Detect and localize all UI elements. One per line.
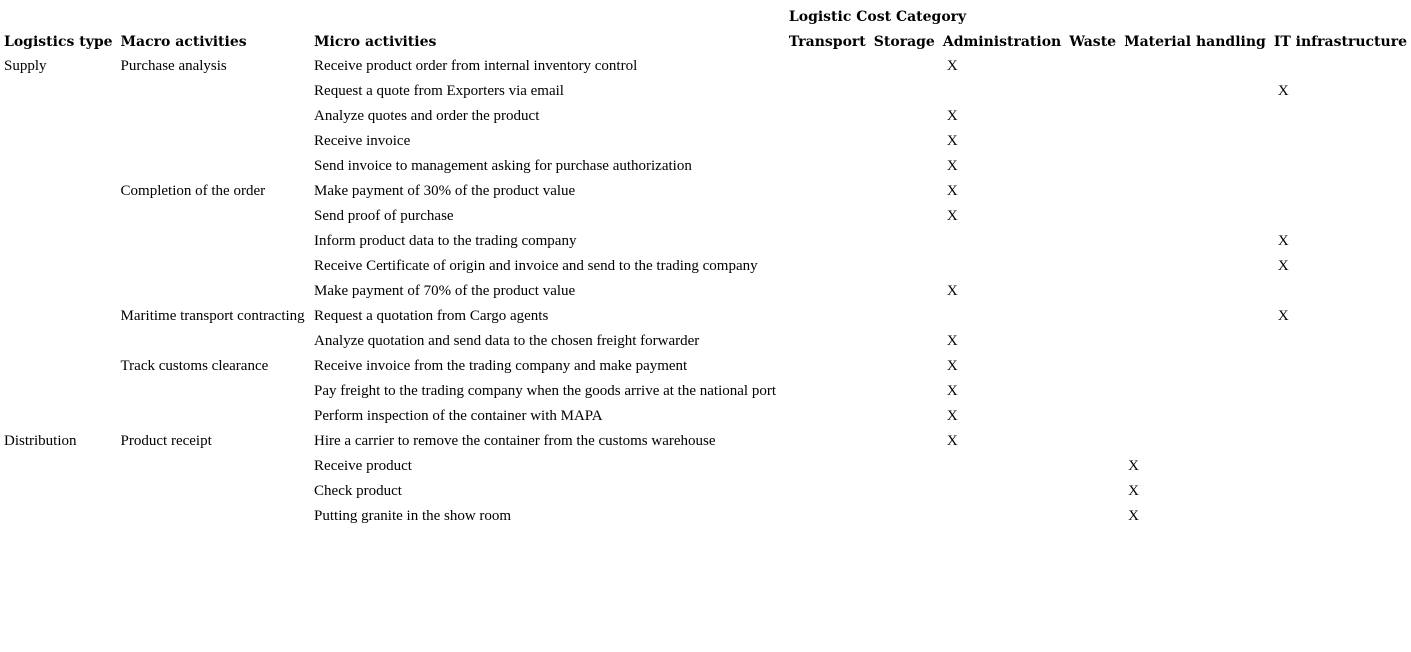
macro-activity-cell: Purchase analysis	[120, 58, 227, 74]
administration-mark-cell	[939, 454, 1065, 479]
macro-activity-cell	[117, 479, 310, 504]
micro-activity-cell: Perform inspection of the container with MAPA	[314, 408, 603, 424]
material-handling-mark-cell	[1120, 204, 1270, 229]
administration-mark-cell: X	[946, 58, 958, 74]
material-handling-mark-cell	[1120, 154, 1270, 179]
it-infrastructure-mark-cell	[1270, 129, 1411, 154]
material-handling-mark-cell	[1120, 304, 1270, 329]
waste-mark-cell	[1065, 429, 1120, 454]
micro-activity-cell: Make payment of 30% of the product value	[314, 183, 576, 199]
logistics-type-cell	[0, 229, 117, 254]
table-row	[0, 304, 1411, 329]
header-column-row	[0, 29, 1411, 54]
storage-mark-cell	[870, 429, 939, 454]
micro-activity-cell: Putting granite in the show room	[314, 508, 512, 524]
table-row	[0, 454, 1411, 479]
it-infrastructure-mark-cell	[1270, 204, 1411, 229]
it-infrastructure-mark-cell	[1270, 379, 1411, 404]
micro-activity-cell: Analyze quotes and order the product	[314, 108, 540, 124]
material-handling-mark-cell	[1120, 279, 1270, 304]
waste-mark-cell	[1065, 154, 1120, 179]
macro-activity-cell	[117, 279, 310, 304]
transport-mark-cell	[785, 104, 870, 129]
it-infrastructure-mark-cell	[1270, 154, 1411, 179]
administration-mark-cell	[939, 304, 1065, 329]
waste-mark-cell	[1065, 254, 1120, 279]
macro-activity-cell: Maritime transport contracting	[120, 308, 305, 324]
table-row	[0, 129, 1411, 154]
administration-mark-cell: X	[946, 133, 958, 149]
micro-activity-cell: Inform product data to the trading company	[314, 233, 577, 249]
transport-mark-cell	[785, 329, 870, 354]
storage-mark-cell	[870, 129, 939, 154]
storage-mark-cell	[870, 179, 939, 204]
macro-activity-cell	[117, 379, 310, 404]
waste-mark-cell	[1065, 404, 1120, 429]
header-spacer	[310, 4, 785, 29]
table-row	[0, 204, 1411, 229]
administration-mark-cell: X	[946, 358, 958, 374]
waste-mark-cell	[1065, 504, 1120, 529]
material-handling-mark-cell	[1120, 404, 1270, 429]
macro-activity-cell	[117, 454, 310, 479]
administration-mark-cell: X	[946, 333, 958, 349]
storage-mark-cell	[870, 154, 939, 179]
transport-mark-cell	[785, 129, 870, 154]
micro-activity-cell: Receive product	[314, 458, 412, 474]
storage-mark-cell	[870, 354, 939, 379]
administration-mark-cell	[939, 229, 1065, 254]
material-handling-mark-cell	[1120, 254, 1270, 279]
table-row	[0, 404, 1411, 429]
material-handling-mark-cell	[1120, 229, 1270, 254]
it-infrastructure-mark-cell	[1270, 429, 1411, 454]
storage-mark-cell	[870, 379, 939, 404]
table-row	[0, 279, 1411, 304]
micro-activity-cell: Check product	[314, 483, 402, 499]
micro-activity-cell: Receive invoice	[314, 133, 411, 149]
waste-mark-cell	[1065, 354, 1120, 379]
waste-mark-cell	[1065, 129, 1120, 154]
it-infrastructure-mark-cell	[1270, 179, 1411, 204]
transport-mark-cell	[785, 229, 870, 254]
storage-mark-cell	[870, 279, 939, 304]
material-handling-mark-cell: X	[1128, 508, 1139, 524]
transport-mark-cell	[785, 504, 870, 529]
table-row	[0, 229, 1411, 254]
storage-mark-cell	[870, 104, 939, 129]
material-handling-mark-cell	[1120, 354, 1270, 379]
transport-mark-cell	[785, 454, 870, 479]
macro-activity-cell	[117, 254, 310, 279]
table-row	[0, 354, 1411, 379]
storage-mark-cell	[870, 454, 939, 479]
cost-category-group-header: Logistic Cost Category	[788, 8, 967, 25]
table-row	[0, 254, 1411, 279]
administration-mark-cell	[939, 254, 1065, 279]
macro-activity-cell	[117, 79, 310, 104]
macro-activity-cell: Product receipt	[120, 433, 212, 449]
logistics-cost-table	[0, 4, 1411, 529]
administration-mark-cell: X	[946, 208, 958, 224]
micro-activity-cell: Analyze quotation and send data to the chosen freight forwarder	[314, 333, 700, 349]
waste-mark-cell	[1065, 304, 1120, 329]
column-header-logistics-type: Logistics type	[4, 33, 113, 50]
table-header	[0, 4, 1411, 54]
administration-mark-cell	[939, 479, 1065, 504]
logistics-type-cell: Distribution	[4, 433, 77, 449]
header-spacer	[0, 4, 117, 29]
logistics-type-cell	[0, 454, 117, 479]
waste-mark-cell	[1065, 179, 1120, 204]
waste-mark-cell	[1065, 454, 1120, 479]
transport-mark-cell	[785, 304, 870, 329]
macro-activity-cell	[117, 129, 310, 154]
administration-mark-cell: X	[946, 108, 958, 124]
logistics-type-cell	[0, 479, 117, 504]
it-infrastructure-mark-cell	[1270, 354, 1411, 379]
storage-mark-cell	[870, 229, 939, 254]
storage-mark-cell	[870, 504, 939, 529]
storage-mark-cell	[870, 404, 939, 429]
it-infrastructure-mark-cell: X	[1277, 233, 1289, 249]
it-infrastructure-mark-cell: X	[1277, 258, 1289, 274]
column-header-transport: Transport	[788, 33, 866, 50]
storage-mark-cell	[870, 79, 939, 104]
administration-mark-cell: X	[946, 408, 958, 424]
column-header-storage: Storage	[873, 33, 935, 50]
material-handling-mark-cell	[1120, 79, 1270, 104]
administration-mark-cell	[939, 79, 1065, 104]
macro-activity-cell	[117, 154, 310, 179]
table-row	[0, 79, 1411, 104]
header-spacer	[117, 4, 310, 29]
table-row	[0, 379, 1411, 404]
transport-mark-cell	[785, 279, 870, 304]
micro-activity-cell: Receive Certificate of origin and invoice and send to the trading company	[314, 258, 758, 274]
material-handling-mark-cell: X	[1128, 458, 1139, 474]
table-row	[0, 54, 1411, 79]
column-header-waste: Waste	[1069, 33, 1117, 50]
column-header-micro-activities: Micro activities	[314, 33, 437, 50]
it-infrastructure-mark-cell	[1270, 404, 1411, 429]
transport-mark-cell	[785, 79, 870, 104]
column-header-it-infrastructure: IT infrastructure	[1273, 33, 1407, 50]
storage-mark-cell	[870, 479, 939, 504]
macro-activity-cell	[117, 329, 310, 354]
logistics-type-cell	[0, 204, 117, 229]
it-infrastructure-mark-cell: X	[1277, 308, 1289, 324]
waste-mark-cell	[1065, 329, 1120, 354]
table-row	[0, 429, 1411, 454]
macro-activity-cell	[117, 204, 310, 229]
material-handling-mark-cell	[1120, 329, 1270, 354]
waste-mark-cell	[1065, 479, 1120, 504]
storage-mark-cell	[870, 329, 939, 354]
transport-mark-cell	[785, 429, 870, 454]
macro-activity-cell	[117, 404, 310, 429]
logistics-type-cell	[0, 404, 117, 429]
waste-mark-cell	[1065, 229, 1120, 254]
waste-mark-cell	[1065, 79, 1120, 104]
administration-mark-cell: X	[946, 158, 958, 174]
macro-activity-cell: Completion of the order	[120, 183, 266, 199]
table-row	[0, 104, 1411, 129]
storage-mark-cell	[870, 254, 939, 279]
macro-activity-cell	[117, 104, 310, 129]
transport-mark-cell	[785, 254, 870, 279]
table-row	[0, 154, 1411, 179]
macro-activity-cell	[117, 504, 310, 529]
micro-activity-cell: Request a quote from Exporters via email	[314, 83, 564, 99]
administration-mark-cell: X	[946, 183, 958, 199]
administration-mark-cell	[939, 504, 1065, 529]
micro-activity-cell: Hire a carrier to remove the container from the customs warehouse	[314, 433, 716, 449]
logistics-type-cell	[0, 329, 117, 354]
transport-mark-cell	[785, 479, 870, 504]
material-handling-mark-cell	[1120, 104, 1270, 129]
waste-mark-cell	[1065, 104, 1120, 129]
logistics-type-cell	[0, 154, 117, 179]
administration-mark-cell: X	[946, 283, 958, 299]
logistics-type-cell	[0, 354, 117, 379]
micro-activity-cell: Make payment of 70% of the product value	[314, 283, 576, 299]
micro-activity-cell: Send proof of purchase	[314, 208, 454, 224]
storage-mark-cell	[870, 304, 939, 329]
material-handling-mark-cell	[1120, 179, 1270, 204]
it-infrastructure-mark-cell	[1270, 454, 1411, 479]
administration-mark-cell: X	[946, 433, 958, 449]
it-infrastructure-mark-cell: X	[1277, 83, 1289, 99]
logistics-type-cell: Supply	[4, 58, 47, 74]
logistics-type-cell	[0, 279, 117, 304]
micro-activity-cell: Receive invoice from the trading company and make payment	[314, 358, 688, 374]
table-row	[0, 479, 1411, 504]
logistics-type-cell	[0, 379, 117, 404]
transport-mark-cell	[785, 54, 870, 79]
table-row	[0, 504, 1411, 529]
micro-activity-cell: Request a quotation from Cargo agents	[314, 308, 549, 324]
waste-mark-cell	[1065, 204, 1120, 229]
material-handling-mark-cell	[1120, 429, 1270, 454]
it-infrastructure-mark-cell	[1270, 54, 1411, 79]
it-infrastructure-mark-cell	[1270, 104, 1411, 129]
logistics-type-cell	[0, 179, 117, 204]
it-infrastructure-mark-cell	[1270, 479, 1411, 504]
transport-mark-cell	[785, 379, 870, 404]
macro-activity-cell: Track customs clearance	[120, 358, 269, 374]
waste-mark-cell	[1065, 279, 1120, 304]
logistics-type-cell	[0, 504, 117, 529]
table-row	[0, 329, 1411, 354]
transport-mark-cell	[785, 204, 870, 229]
material-handling-mark-cell: X	[1128, 483, 1139, 499]
micro-activity-cell: Receive product order from internal inventory control	[314, 58, 638, 74]
it-infrastructure-mark-cell	[1270, 329, 1411, 354]
micro-activity-cell: Send invoice to management asking for purchase authorization	[314, 158, 692, 174]
logistics-type-cell	[0, 104, 117, 129]
it-infrastructure-mark-cell	[1270, 504, 1411, 529]
macro-activity-cell	[117, 229, 310, 254]
transport-mark-cell	[785, 404, 870, 429]
material-handling-mark-cell	[1120, 129, 1270, 154]
storage-mark-cell	[870, 54, 939, 79]
logistics-type-cell	[0, 79, 117, 104]
logistics-type-cell	[0, 304, 117, 329]
table-row	[0, 179, 1411, 204]
administration-mark-cell: X	[946, 383, 958, 399]
transport-mark-cell	[785, 354, 870, 379]
table-body	[0, 54, 1411, 529]
material-handling-mark-cell	[1120, 54, 1270, 79]
it-infrastructure-mark-cell	[1270, 279, 1411, 304]
waste-mark-cell	[1065, 54, 1120, 79]
column-header-macro-activities: Macro activities	[120, 33, 247, 50]
waste-mark-cell	[1065, 379, 1120, 404]
header-group-row	[0, 4, 1411, 29]
logistics-type-cell	[0, 254, 117, 279]
logistics-type-cell	[0, 129, 117, 154]
micro-activity-cell: Pay freight to the trading company when the goods arrive at the national port	[314, 383, 776, 399]
transport-mark-cell	[785, 179, 870, 204]
storage-mark-cell	[870, 204, 939, 229]
column-header-administration: Administration	[942, 33, 1062, 50]
column-header-material-handling: Material handling	[1124, 33, 1266, 50]
material-handling-mark-cell	[1120, 379, 1270, 404]
transport-mark-cell	[785, 154, 870, 179]
